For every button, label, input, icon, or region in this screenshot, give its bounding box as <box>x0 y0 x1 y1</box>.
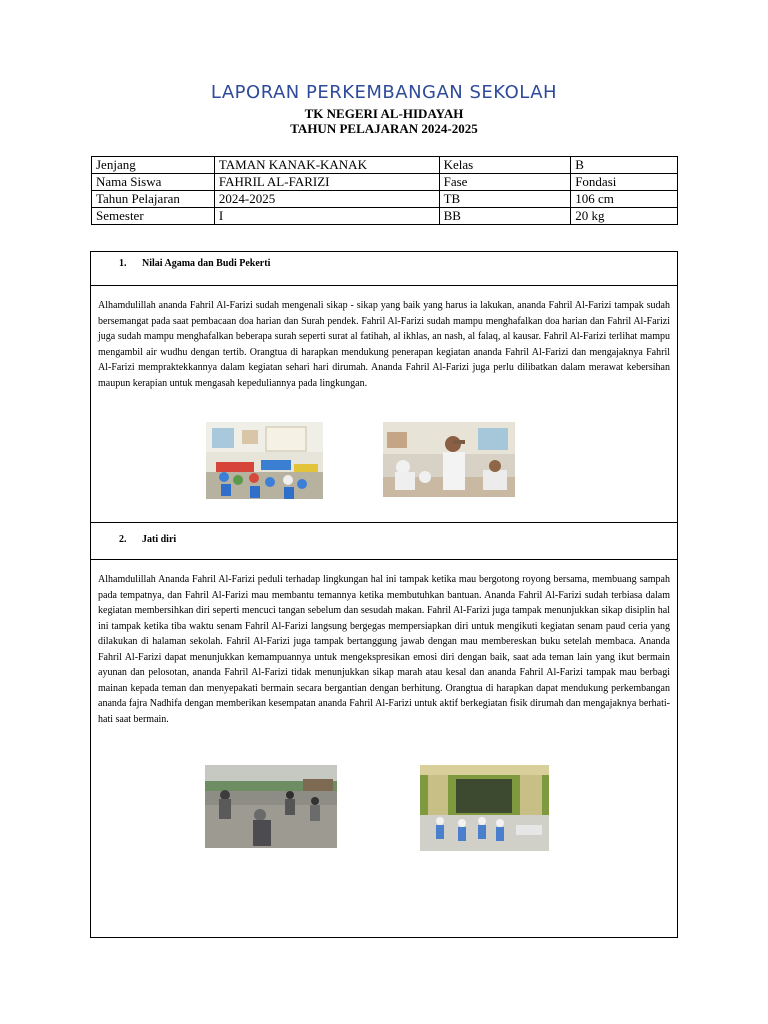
prayer-activity-photo <box>383 422 515 497</box>
table-cell: B <box>571 157 678 174</box>
table-cell: Fondasi <box>571 174 678 191</box>
morning-exercise-photo <box>420 765 549 851</box>
table-cell: Jenjang <box>92 157 215 174</box>
table-cell: I <box>214 208 439 225</box>
section-title: Nilai Agama dan Budi Pekerti <box>142 258 271 269</box>
table-row <box>92 208 678 225</box>
table-cell: TAMAN KANAK-KANAK <box>214 157 439 174</box>
table-cell: Nama Siswa <box>92 174 215 191</box>
table-cell: BB <box>439 208 571 225</box>
table-cell: Kelas <box>439 157 571 174</box>
section-narrative: Alhamdulillah Ananda Fahril Al-Farizi peduli terhadap lingkungan hal ini tampak ketika mau bergotong royong bersama, membuang sampah pada tempatnya, dan Fahril Al-Farizi mau membantu temannya ketika membutuhkan bantuan. Ananda Fahril Al-Farizi sudah terbiasa dalam kegiatan membersihkan diri seperti mencuci tangan sebelum dan sesudah makan. Fahril Al-Farizi juga tampak menunjukkan sikap disiplin hal ini tampak ketika tiba waktu senam Fahril Al-Farizi langsung bergegas mempersiapkan diri untuk mengikuti kegiatan senam paud ceria yang dilakukan di halaman sekolah. Fahril Al-Farizi juga tampak bertanggung jawab dengan mau membereskan buku setelah membaca. Ananda Fahril Al-Farizi dapat menunjukkan kemampuannya untuk mengekspresikan emosi diri dengan baik, saat ada teman lain yang ikut bermain ayunan dan pelosotan, ananda Fahril Al-Farizi tidak menunjukkan sikap marah atau kesal dan ananda Fahril Al-Farizi tampak mau berbagi mainan kepada teman dan menyepakati bermain secara bergantian dengan berhitung. Orangtua di harapkan dapat mendukung perkembangan ananda fajra Nadhifa dengan memberikan kesempatan ananda Fahril Al-Farizi untuk aktif berkegiatan fisik dirumah dan mengajaknya berhati-hati saat bermain. <box>98 574 670 725</box>
table-cell: Semester <box>92 208 215 225</box>
section-identity <box>90 522 678 938</box>
section-header <box>91 523 677 560</box>
school-name: TK NEGERI AL-HIDAYAH <box>304 106 464 121</box>
table-row <box>92 174 678 191</box>
section-title: Jati diri <box>142 534 177 545</box>
report-title: LAPORAN PERKEMBANGAN SEKOLAH <box>210 82 558 103</box>
table-cell: Fase <box>439 174 571 191</box>
table-cell: 20 kg <box>571 208 678 225</box>
section-number: 2. <box>119 534 127 545</box>
table-cell: TB <box>439 191 571 208</box>
section-number: 1. <box>119 258 127 269</box>
student-info-table <box>91 156 678 225</box>
table-cell: 2024-2025 <box>214 191 439 208</box>
table-cell: 106 cm <box>571 191 678 208</box>
section-religious-values <box>90 251 678 523</box>
section-narrative: Alhamdulillah ananda Fahril Al-Farizi sudah mengenali sikap - sikap yang baik yang harus ia lakukan, ananda Fahril Al-Farizi tampak sudah bersemangat pada saat pembacaan doa harian dan Surah pendek. Fahril Al-Farizi sudah mampu menghafalkan doa harian dan Fahril Al-Farizi juga sudah mampu menghafalkan beberapa surah seperti surat al fatihah, al ikhlas, an nash, al falaq, al kausar. Fahril Al-Farizi terlihat mampu mengambil air wudhu dengan tertib. Orangtua di harapkan mendukung penerapan kegiatan ananda Fahril Al-Farizi dan mengajaknya Fahril Al-Farizi mempraktekkannya dalam kegiatan sehari hari dirumah. Ananda Fahril Al-Farizi juga perlu dilibatkan dalam merawat kebersihan maupun kerapian untuk mengasah kepeduliannya pada lingkungan. <box>98 300 670 389</box>
table-cell: Tahun Pelajaran <box>92 191 215 208</box>
cleanup-activity-photo <box>205 765 337 848</box>
table-row <box>92 191 678 208</box>
academic-year: TAHUN PELAJARAN 2024-2025 <box>290 121 478 136</box>
table-cell: FAHRIL AL-FARIZI <box>214 174 439 191</box>
classroom-photo <box>206 422 323 499</box>
section-header <box>91 252 677 286</box>
table-row <box>92 157 678 174</box>
